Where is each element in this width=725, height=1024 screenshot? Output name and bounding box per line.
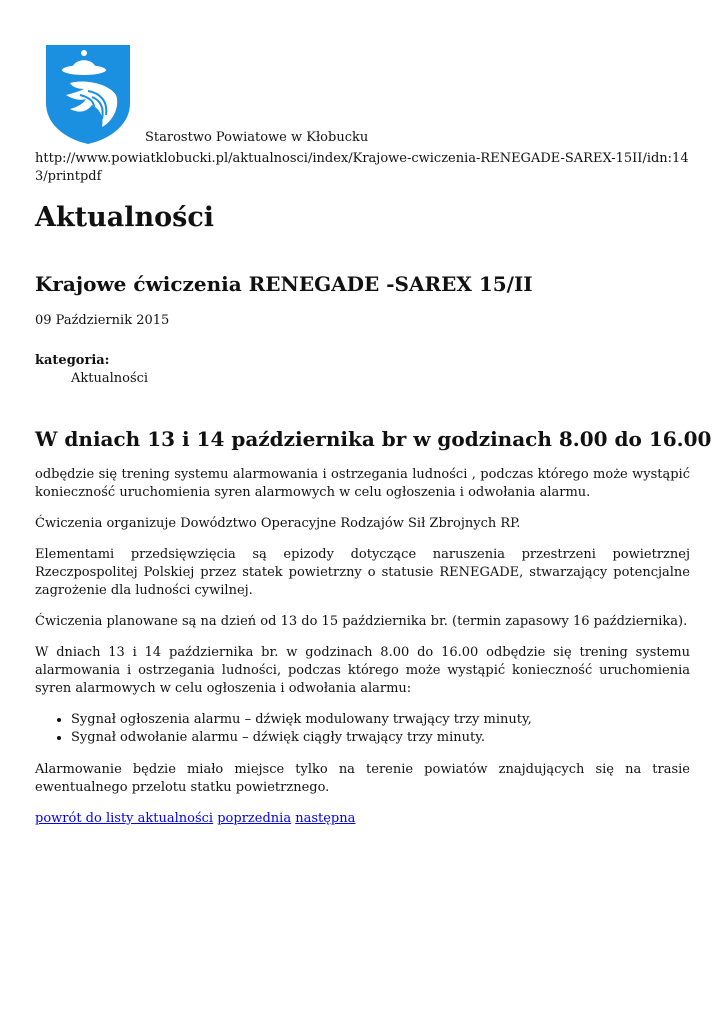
paragraph: odbędzie się trening systemu alarmowania i ostrzegania ludności , podczas którego może wystąpić konieczność uruchomienia syren alarmowych w celu ogłoszenia i odwołania alarmu. xyxy=(35,467,690,500)
article-title: Krajowe ćwiczenia RENEGADE -SAREX 15/II xyxy=(35,272,533,296)
paragraph: Ćwiczenia planowane są na dzień od 13 do 15 października br. (termin zapasowy 16 października). xyxy=(35,614,688,629)
list-item: • Sygnał ogłoszenia alarmu – dźwięk modulowany trwający trzy minuty, xyxy=(71,711,690,729)
article-date: 09 Październik 2015 xyxy=(35,313,170,328)
next-link[interactable]: następna xyxy=(295,811,356,826)
list-item: • Sygnał odwołanie alarmu – dźwięk ciągły trwający trzy minuty. xyxy=(71,729,690,747)
article-navigation xyxy=(35,810,690,828)
article-lead: W dniach 13 i 14 października br w godzinach 8.00 do 16.00 xyxy=(35,427,712,451)
previous-link[interactable]: poprzednia xyxy=(217,811,292,826)
coat-of-arms-icon xyxy=(44,43,132,146)
document-page xyxy=(35,0,712,826)
back-to-list-link[interactable]: powrót do listy aktualności xyxy=(35,811,214,826)
section-title: Aktualności xyxy=(35,202,215,233)
paragraph: Ćwiczenia organizuje Dowództwo Operacyjne Rodzajów Sił Zbrojnych RP. xyxy=(35,516,521,531)
paragraph: Elementami przedsięwzięcia są epizody dotyczące naruszenia przestrzeni powietrznej Rzeczpospolitej Polskiej przez statek powietrzny o statusie RENEGADE, stwarzający potencjalne zagrożenie dla ludności cywilnej. xyxy=(35,547,690,598)
institution-name: Starostwo Powiatowe w Kłobucku xyxy=(145,130,369,145)
header xyxy=(35,0,690,150)
closing-paragraph: Alarmowanie będzie miało miejsce tylko na terenie powiatów znajdujących się na trasie ewentualnego przelotu statku powietrznego. xyxy=(35,762,690,795)
article-body xyxy=(35,466,690,828)
category-value: Aktualności xyxy=(71,371,149,386)
signal-list xyxy=(35,711,690,747)
paragraph: W dniach 13 i 14 października br. w godzinach 8.00 do 16.00 odbędzie się trening systemu alarmowania i ostrzegania ludności, podczas którego może wystąpić konieczność uruchomienia syren alarmowych w celu ogłoszenia i odwołania alarmu: xyxy=(35,645,690,696)
source-url: http://www.powiatklobucki.pl/aktualnosci/index/Krajowe-cwiczenia-RENEGADE-SAREX-15II/idn:143/printpdf xyxy=(35,151,689,184)
category-label: kategoria: xyxy=(35,353,110,368)
